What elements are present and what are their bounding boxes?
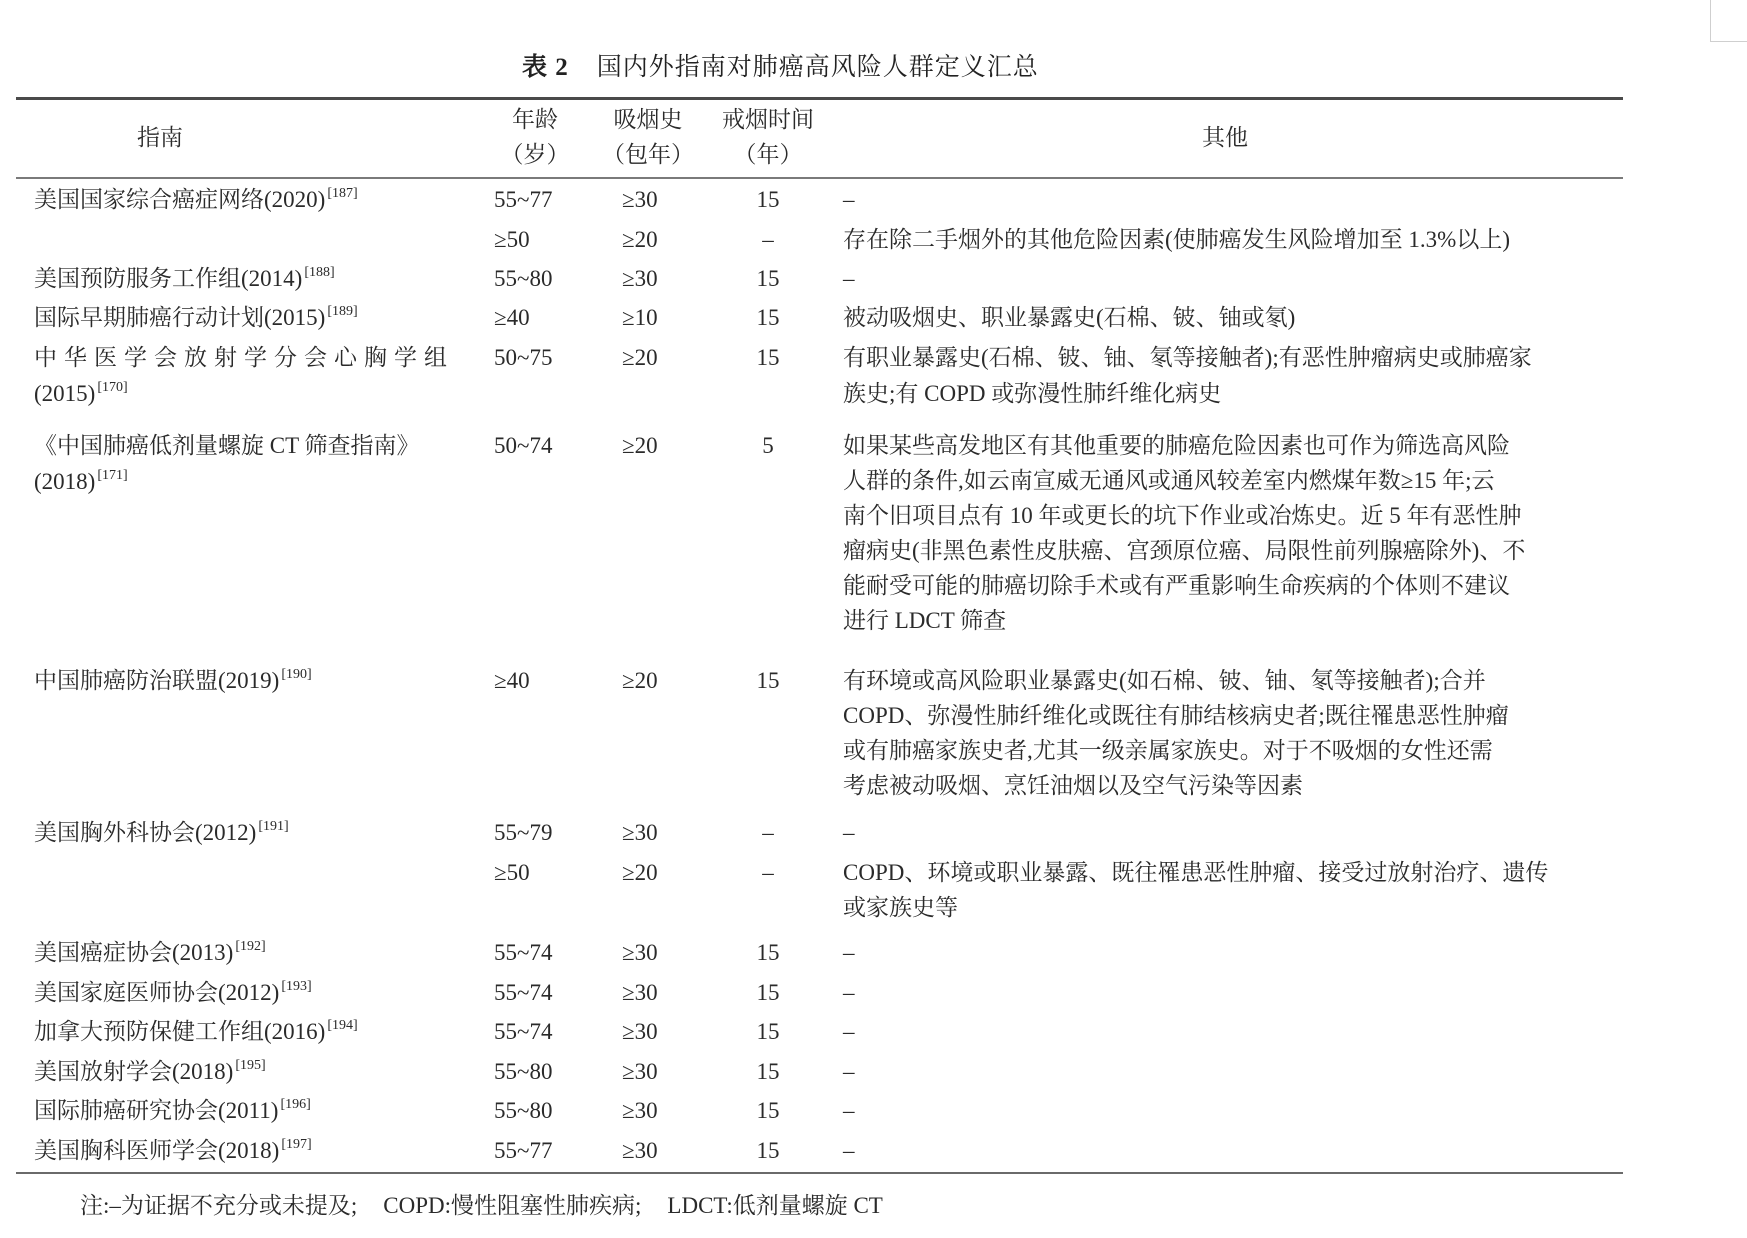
other-line: 或有肺癌家族史者,尤其一级亲属家族史。对于不吸烟的女性还需 [843,738,1493,763]
quit-cell: – [762,860,774,885]
guide-name: 国际肺癌研究协会(2011) [34,1098,279,1123]
quit-cell: 15 [756,1098,780,1123]
smoking-cell: ≥30 [622,266,658,291]
guide-name: (2015) [34,381,96,406]
other-cell [843,1014,1608,1049]
smoking-cell: ≥20 [622,668,658,693]
guide-name: 国际早期肺癌行动计划(2015) [34,305,326,330]
other-line: 南个旧项目点有 10 年或更长的坑下作业或冶炼史。近 5 年有恶性肿 [843,503,1522,528]
quit-cell: 5 [762,433,774,458]
other-line: 或家族史等 [843,895,958,920]
header-smoking-line1: 吸烟史 [613,107,683,132]
other-cell [843,815,1608,850]
header-other: 其他 [1202,125,1248,150]
other-line: – [843,1098,855,1123]
table-bottom-rule [16,1172,1623,1174]
guide-cell [34,261,335,296]
smoking-cell: ≥30 [622,187,658,212]
guide-cell [34,1133,312,1168]
header-age [490,102,580,172]
page-corner-frame [1710,0,1747,42]
smoking-cell: ≥30 [622,1138,658,1163]
guide-cell-continued [34,376,128,411]
guide-name: (2018) [34,469,96,494]
guide-name: 美国胸外科协会(2012) [34,820,257,845]
guide-cell-continued [34,464,128,499]
other-line: 考虑被动吸烟、烹饪油烟以及空气污染等因素 [843,773,1303,798]
footnote-copd: COPD:慢性阻塞性肺疾病; [383,1193,642,1218]
guide-name: 美国预防服务工作组(2014) [34,266,303,291]
other-line: – [843,1138,855,1163]
age-cell: 55~80 [494,1098,553,1123]
other-cell [843,1054,1608,1089]
reference-superscript: [189] [327,304,358,319]
other-cell [843,300,1608,335]
smoking-cell: ≥30 [622,980,658,1005]
guide-cell [34,1054,266,1089]
age-cell: ≥50 [494,860,530,885]
guide-name: 美国家庭医师协会(2012) [34,980,280,1005]
guide-name: 美国癌症协会(2013) [34,940,234,965]
smoking-cell: ≥30 [622,1059,658,1084]
table-header-rule [16,177,1623,179]
quit-cell: 15 [756,1138,780,1163]
guide-name: 美国放射学会(2018) [34,1059,234,1084]
quit-cell: 15 [756,305,780,330]
age-cell: 50~75 [494,345,553,370]
other-line: 人群的条件,如云南宣威无通风或通风较差室内燃煤年数≥15 年;云 [843,468,1495,493]
smoking-cell: ≥30 [622,820,658,845]
smoking-cell: ≥20 [622,227,658,252]
reference-superscript: [188] [304,265,335,280]
other-cell [843,222,1608,257]
other-cell [843,663,1608,803]
other-line: 进行 LDCT 筛查 [843,608,1007,633]
header-smoking [598,102,698,172]
header-smoking-line2: （包年） [602,142,694,167]
age-cell: 55~74 [494,1019,553,1044]
guide-name: 加拿大预防保健工作组(2016) [34,1019,326,1044]
age-cell: ≥50 [494,227,530,252]
table-footnote [80,1188,909,1223]
reference-superscript: [194] [327,1018,358,1033]
other-cell [843,261,1608,296]
age-cell: 55~77 [494,1138,553,1163]
age-cell: 55~80 [494,266,553,291]
other-cell [843,1133,1608,1168]
quit-cell: 15 [756,980,780,1005]
reference-superscript: [191] [258,819,289,834]
footnote-ldct: LDCT:低剂量螺旋 CT [667,1193,883,1218]
guide-cell [34,340,454,375]
other-line: 如果某些高发地区有其他重要的肺癌危险因素也可作为筛选高风险 [843,433,1510,458]
reference-superscript: [170] [97,380,128,395]
smoking-cell: ≥30 [622,1098,658,1123]
header-guide: 指南 [137,125,183,150]
guide-cell [34,1093,311,1128]
other-line: – [843,187,855,212]
header-quit-line2: （年） [733,142,803,167]
quit-cell: 15 [756,345,780,370]
other-line: 能耐受可能的肺癌切除手术或有严重影响生命疾病的个体则不建议 [843,573,1510,598]
quit-cell: 15 [756,1059,780,1084]
other-line: – [843,266,855,291]
quit-cell: 15 [756,940,780,965]
guide-name: 中华医学会放射学分会心胸学组 [34,345,454,370]
guide-cell [34,428,419,463]
smoking-cell: ≥20 [622,433,658,458]
other-line: – [843,980,855,1005]
other-cell [843,935,1608,970]
reference-superscript: [197] [281,1137,312,1152]
other-cell [843,975,1608,1010]
guide-cell [34,300,358,335]
caption-label: 表 2 [522,54,569,81]
caption-title: 国内外指南对肺癌高风险人群定义汇总 [596,54,1039,81]
guide-cell [34,975,312,1010]
smoking-cell: ≥20 [622,860,658,885]
header-age-line1: 年龄 [512,107,558,132]
other-line: – [843,820,855,845]
other-cell [843,855,1608,925]
other-line: 被动吸烟史、职业暴露史(石棉、铍、铀或氡) [843,305,1296,330]
header-quit-line1: 戒烟时间 [722,107,814,132]
other-cell [843,428,1608,638]
reference-superscript: [187] [327,186,358,201]
header-age-line2: （岁） [500,142,570,167]
age-cell: 55~74 [494,940,553,965]
other-line: 族史;有 COPD 或弥漫性肺纤维化病史 [843,381,1222,406]
reference-superscript: [196] [280,1097,311,1112]
age-cell: 55~74 [494,980,553,1005]
reference-superscript: [171] [97,468,128,483]
quit-cell: 15 [756,187,780,212]
quit-cell: – [762,227,774,252]
other-cell [843,1093,1608,1128]
guide-name: 美国胸科医师学会(2018) [34,1138,280,1163]
age-cell: 55~79 [494,820,553,845]
other-line: 有职业暴露史(石棉、铍、铀、氡等接触者);有恶性肿瘤病史或肺癌家 [843,345,1532,370]
reference-superscript: [195] [235,1058,266,1073]
header-quit [710,102,826,172]
other-line: – [843,1059,855,1084]
guide-cell [34,1014,358,1049]
quit-cell: 15 [756,1019,780,1044]
reference-superscript: [190] [281,667,312,682]
quit-cell: – [762,820,774,845]
table-top-rule [16,97,1623,100]
age-cell: 55~80 [494,1059,553,1084]
other-cell [843,182,1608,217]
quit-cell: 15 [756,668,780,693]
guide-cell [34,663,312,698]
other-line: 瘤病史(非黑色素性皮肤癌、宫颈原位癌、局限性前列腺癌除外)、不 [843,538,1526,563]
reference-superscript: [192] [235,939,266,954]
smoking-cell: ≥10 [622,305,658,330]
footnote-dash-meaning: 注:–为证据不充分或未提及; [80,1193,358,1218]
quit-cell: 15 [756,266,780,291]
other-cell [843,340,1608,412]
smoking-cell: ≥30 [622,940,658,965]
age-cell: 55~77 [494,187,553,212]
age-cell: ≥40 [494,668,530,693]
other-line: COPD、环境或职业暴露、既往罹患恶性肿瘤、接受过放射治疗、遗传 [843,860,1549,885]
age-cell: 50~74 [494,433,553,458]
guide-cell [34,935,266,970]
smoking-cell: ≥30 [622,1019,658,1044]
reference-superscript: [193] [281,979,312,994]
other-line: 有环境或高风险职业暴露史(如石棉、铍、铀、氡等接触者);合并 [843,668,1486,693]
other-line: 存在除二手烟外的其他危险因素(使肺癌发生风险增加至 1.3%以上) [843,227,1510,252]
guide-cell [34,182,358,217]
other-line: COPD、弥漫性肺纤维化或既往有肺结核病史者;既往罹患恶性肿瘤 [843,703,1509,728]
other-line: – [843,1019,855,1044]
guide-name: 美国国家综合癌症网络(2020) [34,187,326,212]
smoking-cell: ≥20 [622,345,658,370]
guide-cell [34,815,289,850]
age-cell: ≥40 [494,305,530,330]
other-line: – [843,940,855,965]
guide-name: 中国肺癌防治联盟(2019) [34,668,280,693]
guide-name: 《中国肺癌低剂量螺旋 CT 筛查指南》 [34,433,420,458]
